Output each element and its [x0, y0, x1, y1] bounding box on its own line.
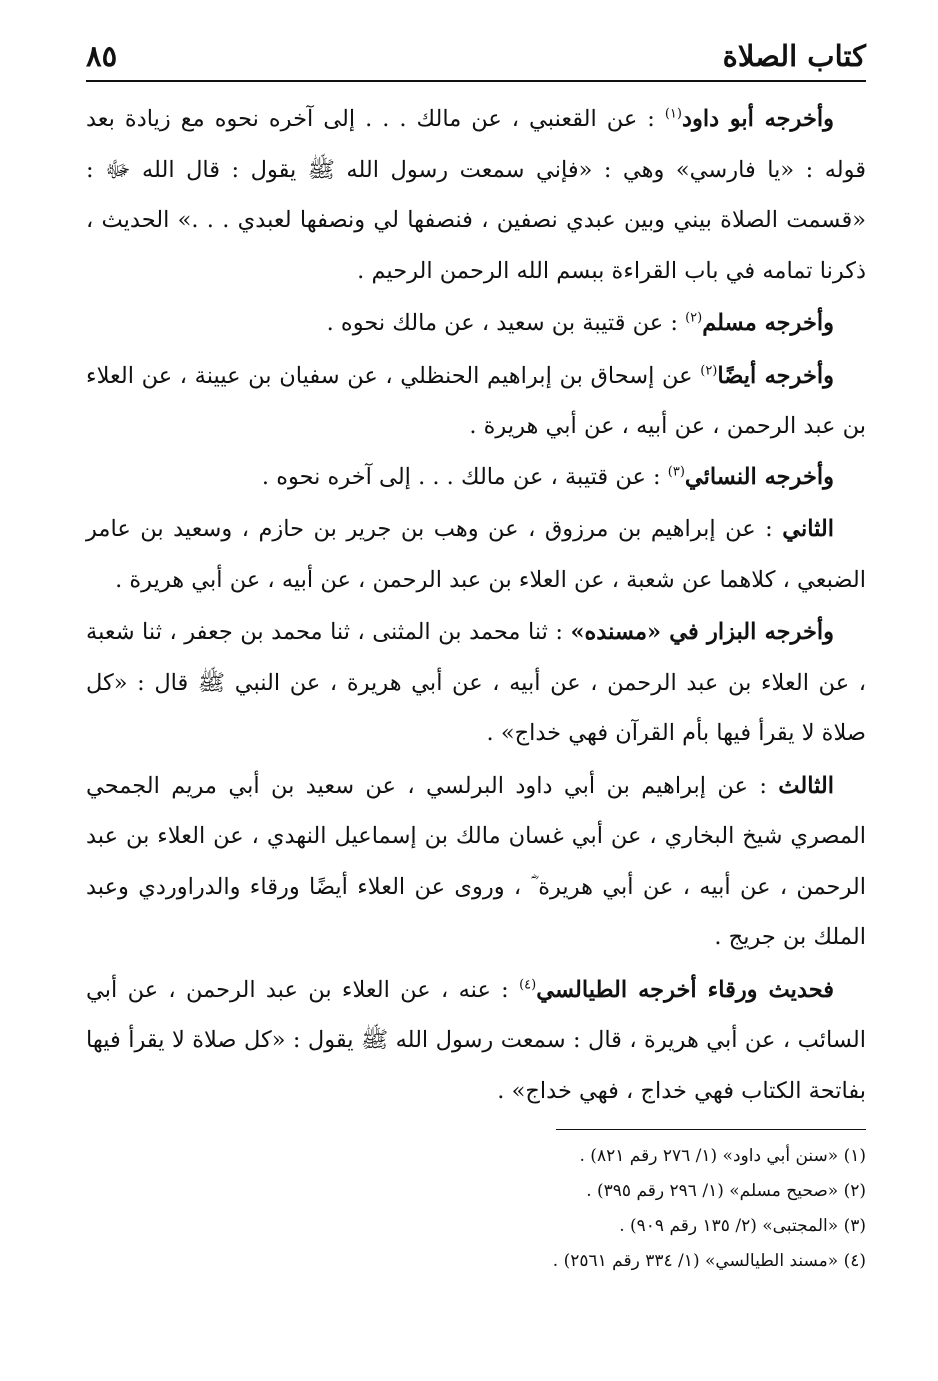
footnote-2: (٢) «صحيح مسلم» (١/ ٢٩٦ رقم ٣٩٥) . [586, 1181, 866, 1201]
paragraph-lead: وأخرجه أيضًا [717, 362, 834, 389]
paragraph-lead: وأخرجه مسلم [702, 310, 834, 336]
paragraph-text: : عن إبراهيم بن أبي داود البرلسي ، عن سعيد بن أبي مريم الجمحي المصري شيخ البخاري ، عن أبي غسان مالك بن إسماعيل النهدي ، عن العلاء بن عبد الرحمن ، عن أبيه ، عن أبي هريرة ؓ ، وروى عن العلاء أيضًا ورقاء والدراوردي وعبد الملك بن جريج . [86, 772, 866, 950]
paragraph-text: : عن قتيبة ، عن مالك . . . إلى آخره نحوه . [261, 463, 668, 490]
paragraph-muslim [86, 298, 866, 349]
footnote-marker[interactable]: (١) [664, 106, 682, 122]
paragraph-lead: الثاني [782, 516, 834, 542]
main-text [86, 94, 866, 1116]
paragraph-nasai [86, 452, 866, 503]
paragraph-text: : عن إبراهيم بن مرزوق ، عن وهب بن جرير بن حازم ، وسعيد بن عامر الضبعي ، كلاهما عن شعبة ، عن العلاء بن عبد الرحمن ، عن أبيه ، عن أبي هريرة . [86, 516, 866, 593]
book-title: كتاب الصلاة [722, 39, 866, 73]
paragraph-muslim-also [86, 351, 866, 452]
paragraph-text: : عن قتيبة بن سعيد ، عن مالك نحوه . [326, 310, 686, 336]
paragraph-third [86, 761, 866, 963]
paragraph-lead: الثالث [778, 772, 834, 799]
paragraph-text: : عنه ، عن العلاء بن عبد الرحمن ، عن أبي السائب ، عن أبي هريرة ، قال : سمعت رسول الله ﷺ يقول : «كل صلاة لا يقرأ فيها بفاتحة الكتاب فهي خداج ، فهي خداج» . [86, 976, 866, 1104]
footnote-1: (١) «سنن أبي داود» (١/ ٢٧٦ رقم ٨٢١) . [579, 1146, 866, 1166]
footnote-marker[interactable]: (٣) [667, 464, 685, 479]
footnote-marker[interactable]: (٢) [685, 310, 703, 326]
paragraph-lead: وأخرجه أبو داود [681, 106, 834, 132]
paragraph-abu-dawud [86, 94, 866, 296]
paragraph-text: عن إسحاق بن إبراهيم الحنظلي ، عن سفيان بن عيينة ، عن العلاء بن عبد الرحمن ، عن أبيه ، عن أبي هريرة . [86, 362, 866, 439]
paragraph-text: : عن القعنبي ، عن مالك . . . إلى آخره نحوه مع زيادة بعد قوله : «يا فارسي» وهي : «فإني سمعت رسول الله ﷺ يقول : قال الله ﷻ : «قسمت الصلاة بيني وبين عبدي نصفين ، فنصفها لي ونصفها لعبدي . . .» الحديث ، ذكرنا تمامه في باب القراءة ببسم الله الرحمن الرحيم . [86, 106, 866, 284]
paragraph-lead: فحديث ورقاء أخرجه الطيالسي [536, 976, 834, 1003]
running-header [86, 26, 866, 82]
footnote-3: (٣) «المجتبى» (٢/ ١٣٥ رقم ٩٠٩) . [619, 1216, 866, 1236]
footnote-marker[interactable]: (٢) [700, 363, 718, 378]
footnote-4: (٤) «مسند الطيالسي» (١/ ٣٣٤ رقم ٢٥٦١) . [552, 1251, 866, 1271]
footnote-divider [556, 1129, 866, 1130]
paragraph-text: : ثنا محمد بن المثنى ، ثنا محمد بن جعفر ، ثنا شعبة ، عن العلاء بن عبد الرحمن ، عن أبيه ، عن أبي هريرة ، عن النبي ﷺ قال : «كل صلاة لا يقرأ فيها بأم القرآن فهي خداج» . [86, 619, 866, 746]
paragraph-second [86, 504, 866, 605]
footnotes [120, 1139, 866, 1279]
paragraph-lead: وأخرجه النسائي [684, 463, 834, 490]
page-number: ٨٥ [86, 39, 118, 73]
paragraph-warqa [86, 965, 866, 1117]
footnote-marker[interactable]: (٤) [519, 977, 537, 992]
paragraph-lead: وأخرجه البزار في «مسنده» [570, 619, 834, 645]
paragraph-bazzar [86, 607, 866, 759]
